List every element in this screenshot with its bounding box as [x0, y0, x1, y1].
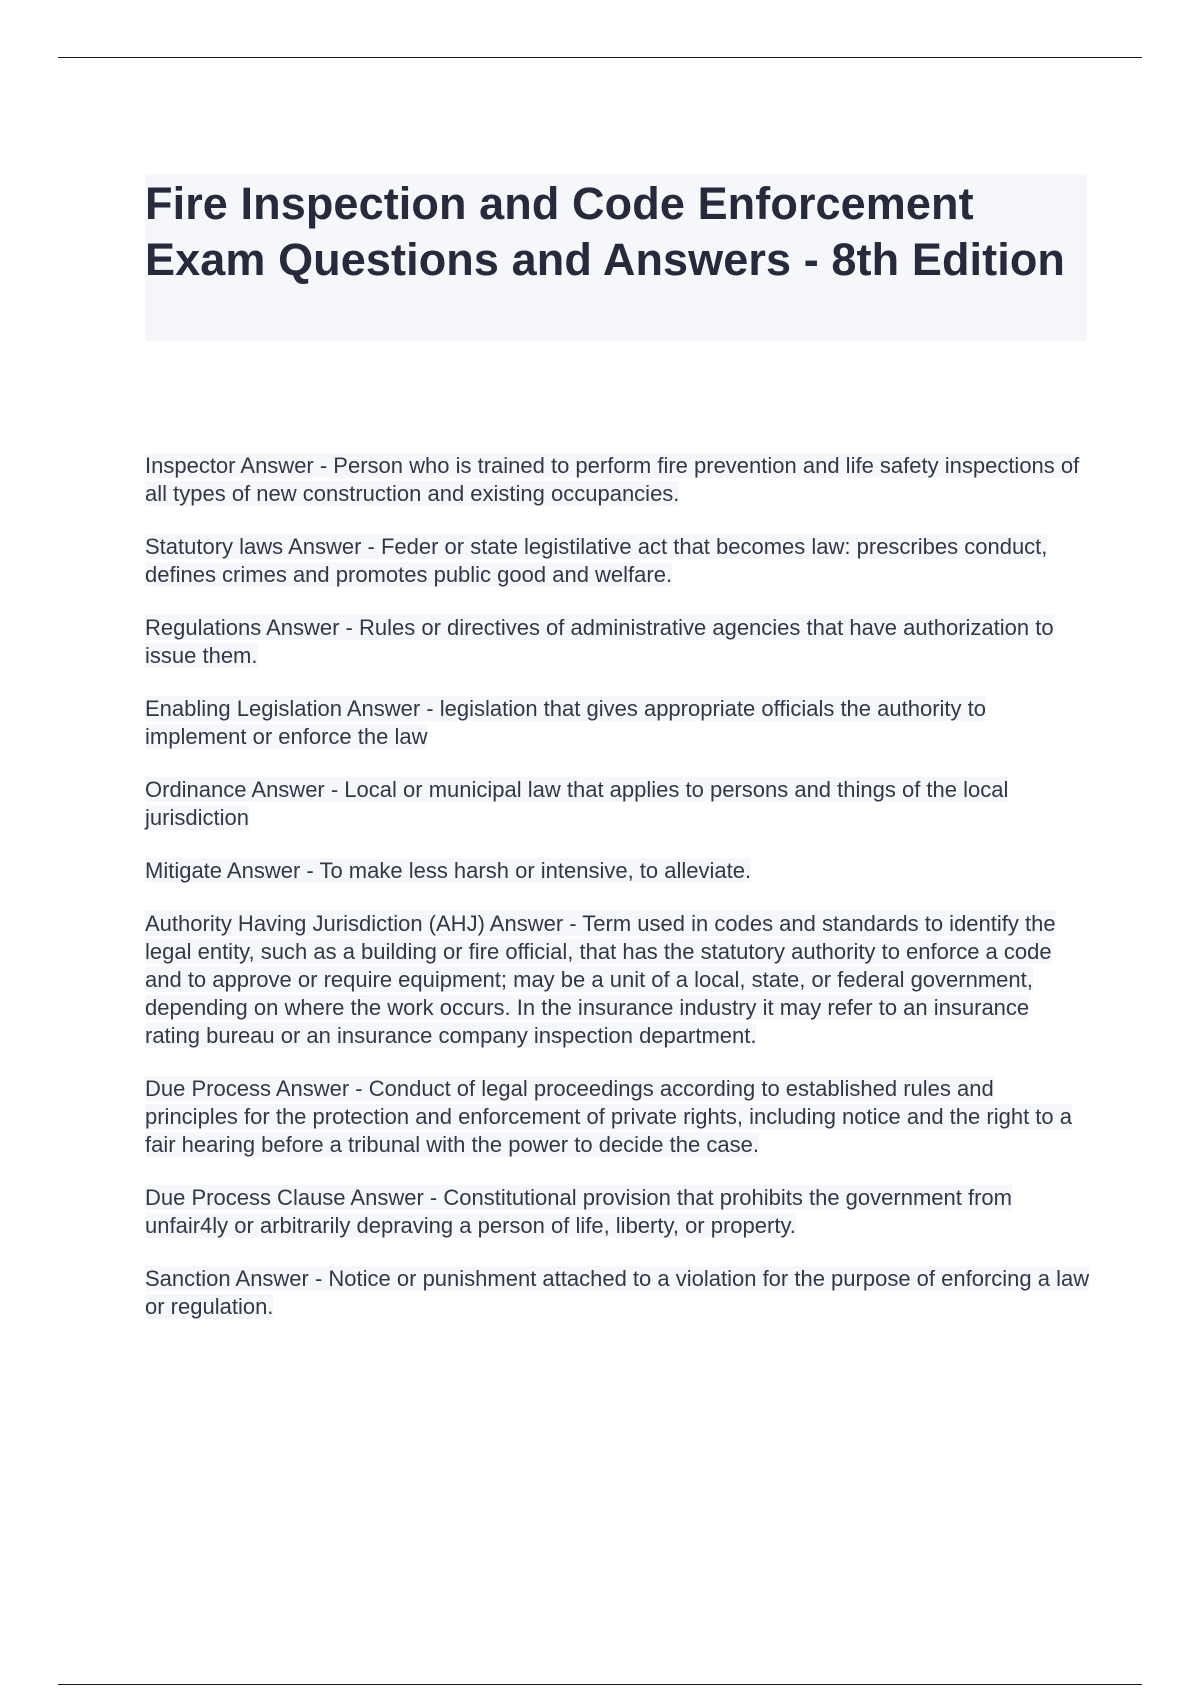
qa-entry-ordinance [145, 776, 1090, 832]
qa-text: Regulations Answer - Rules or directives of administrative agencies that have authorization to issue them. [145, 615, 1054, 668]
qa-text: Enabling Legislation Answer - legislation that gives appropriate officials the authority to implement or enforce the law [145, 696, 986, 749]
qa-entry-regulations [145, 614, 1090, 670]
qa-text: Mitigate Answer - To make less harsh or intensive, to alleviate. [145, 858, 752, 883]
qa-entry-enabling-legislation [145, 695, 1090, 751]
qa-text: Statutory laws Answer - Feder or state legistilative act that becomes law: prescribes conduct, defines crimes and promotes public good and welfare. [145, 534, 1048, 587]
qa-entry-due-process-clause [145, 1184, 1090, 1240]
qa-text: Authority Having Jurisdiction (AHJ) Answer - Term used in codes and standards to identify the legal entity, such as a building or fire official, that has the statutory authority to enforce a code and to approve or require equipment; may be a unit of a local, state, or federal government, depending on where the work occurs. In the insurance industry it may refer to an insurance rating bureau or an insurance company inspection department. [145, 911, 1056, 1048]
qa-entry-ahj [145, 910, 1090, 1050]
header-rule [58, 57, 1142, 58]
qa-text: Due Process Answer - Conduct of legal proceedings according to established rules and principles for the protection and enforcement of private rights, including notice and the right to a fair hearing before a tribunal with the power to decide the case. [145, 1076, 1072, 1157]
qa-entry-inspector [145, 452, 1090, 508]
qa-text: Sanction Answer - Notice or punishment attached to a violation for the purpose of enforcing a law or regulation. [145, 1266, 1090, 1319]
qa-entry-statutory-laws [145, 533, 1090, 589]
title-block [145, 174, 1087, 341]
document-title: Fire Inspection and Code Enforcement Exam Questions and Answers - 8th Edition [145, 178, 1065, 285]
qa-entry-sanction [145, 1265, 1090, 1321]
qa-list [145, 452, 1090, 1346]
qa-entry-mitigate [145, 857, 1090, 885]
qa-text: Inspector Answer - Person who is trained to perform fire prevention and life safety inspections of all types of new construction and existing occupancies. [145, 453, 1080, 506]
footer-rule [58, 1684, 1142, 1685]
qa-text: Due Process Clause Answer - Constitutional provision that prohibits the government from unfair4ly or arbitrarily depraving a person of life, liberty, or property. [145, 1185, 1012, 1238]
qa-text: Ordinance Answer - Local or municipal law that applies to persons and things of the local jurisdiction [145, 777, 1009, 830]
qa-entry-due-process [145, 1075, 1090, 1159]
